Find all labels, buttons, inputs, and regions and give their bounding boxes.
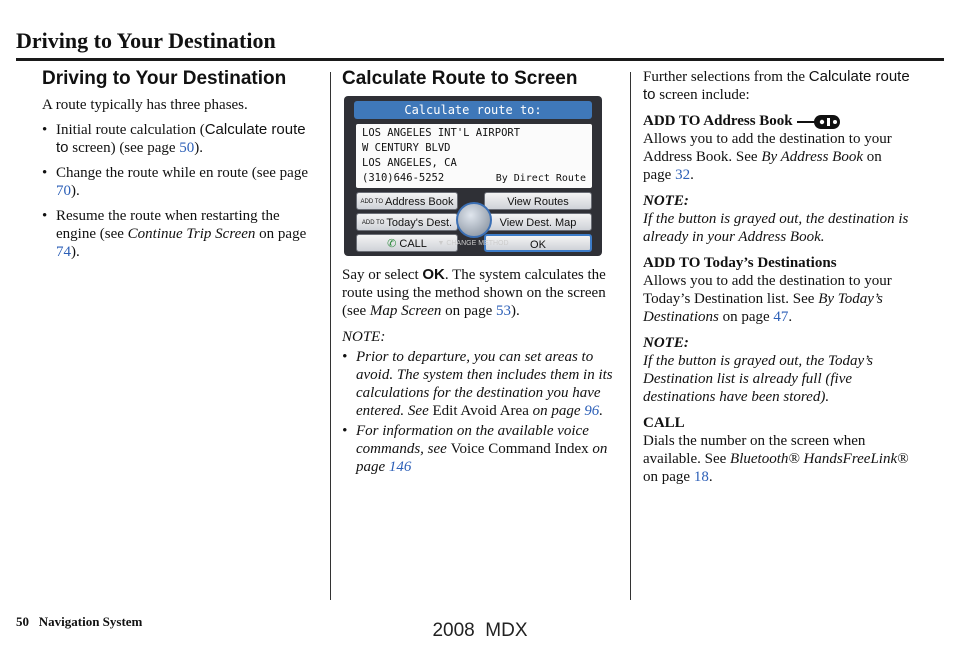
call-button[interactable]: ✆ CALL [356,234,458,252]
intro-text: A route typically has three phases. [42,97,248,113]
interface-dial-icon [456,202,492,238]
page-link-47[interactable]: 47 [773,309,789,325]
note-label: NOTE: [643,193,689,209]
list-item: • Resume the route when restarting the engine (see Continue Trip Screen on page 74). [42,208,307,260]
footer-section: Navigation System [38,614,143,629]
add-todays-dest-button[interactable]: ADD TO Today's Dest. [356,213,458,231]
list-item: • Initial route calculation (Calculate route to screen) (see page 50). [42,121,306,156]
page-link-74[interactable]: 74 [56,244,71,260]
page-link-50[interactable]: 50 [179,140,195,156]
change-method-hint: ▼ CHANGE METHOD [437,240,509,247]
text-add-address-book: Allows you to add the destination to your Address Book. See By Address Book on page 32. [643,131,892,183]
voice-command-icon [797,114,841,130]
right-column [643,68,913,486]
middle-column [342,68,620,476]
bullet-dot: • [42,165,48,181]
phone-icon: ✆ [387,238,397,250]
view-routes-button[interactable]: View Routes [484,192,592,210]
page-header-title: Driving to Your Destination [16,28,276,53]
note-text: If the button is grayed out, the destination is already in your Address Book. [643,211,909,245]
bullet-dot: • [342,423,348,439]
view-dest-map-button[interactable]: View Dest. Map [484,213,592,231]
paragraph-ok: Say or select OK. The system calculates the route using the method shown on the screen (see Map Screen on page 53). [342,266,606,319]
page-link-70[interactable]: 70 [56,183,71,199]
heading-add-address-book: ADD TO Address Book [643,112,913,130]
bullet-dot: • [42,208,48,224]
note-label: NOTE: [643,335,689,351]
nav-screen-image [344,96,602,256]
note-label: NOTE: [342,329,386,345]
list-item: • Change the route while en route (see page 70). [42,165,308,199]
note-text: If the button is grayed out, the Today’s Destination list is already full (five destinations have been stored). [643,353,873,405]
section-title-driving: Driving to Your Destination [42,68,287,89]
column-divider [630,72,631,600]
list-item: • Prior to departure, you can set areas to avoid. The system then includes them in its calculations for the destination you have entered. See Edit Avoid Area on page 96. [342,349,613,419]
add-address-book-button[interactable]: ADD TO Address Book [356,192,458,210]
ok-button[interactable]: OK [484,234,592,252]
column-divider [330,72,331,600]
page-link-146[interactable]: 146 [388,459,412,475]
text-call: Dials the number on the screen when available. See Bluetooth® HandsFreeLink® on page 18. [643,433,909,485]
further-selections-intro: Further selections from the Calculate route to screen include: [643,68,910,103]
bullet-dot: • [342,349,348,365]
section-title-calculate: Calculate Route to Screen [342,68,578,89]
page-number: 50 [16,614,29,629]
bullet-dot: • [42,122,48,138]
page-link-32[interactable]: 32 [675,167,691,183]
screen-title: Calculate route to: [354,101,592,119]
left-column [42,68,314,261]
page-link-96[interactable]: 96 [584,403,600,419]
page-link-18[interactable]: 18 [693,469,709,485]
list-item: • For information on the available voice commands, see Voice Command Index on page 146 [342,423,608,475]
page-link-53[interactable]: 53 [495,303,511,319]
model-watermark: 2008 MDX [432,620,528,641]
header-rule [16,58,944,61]
destination-panel: LOS ANGELES INT'L AIRPORT W CENTURY BLVD LOS ANGELES, CA (310)646-5252 By Direct Route [356,124,592,188]
text-add-todays-destinations: Allows you to add the destination to your Today’s Destination list. See By Today’s Destinations on page 47. [643,273,892,325]
route-method: By Direct Route [495,173,586,184]
heading-add-todays-destinations: ADD TO Today’s Destinations [643,255,837,271]
heading-call: CALL [643,415,685,431]
